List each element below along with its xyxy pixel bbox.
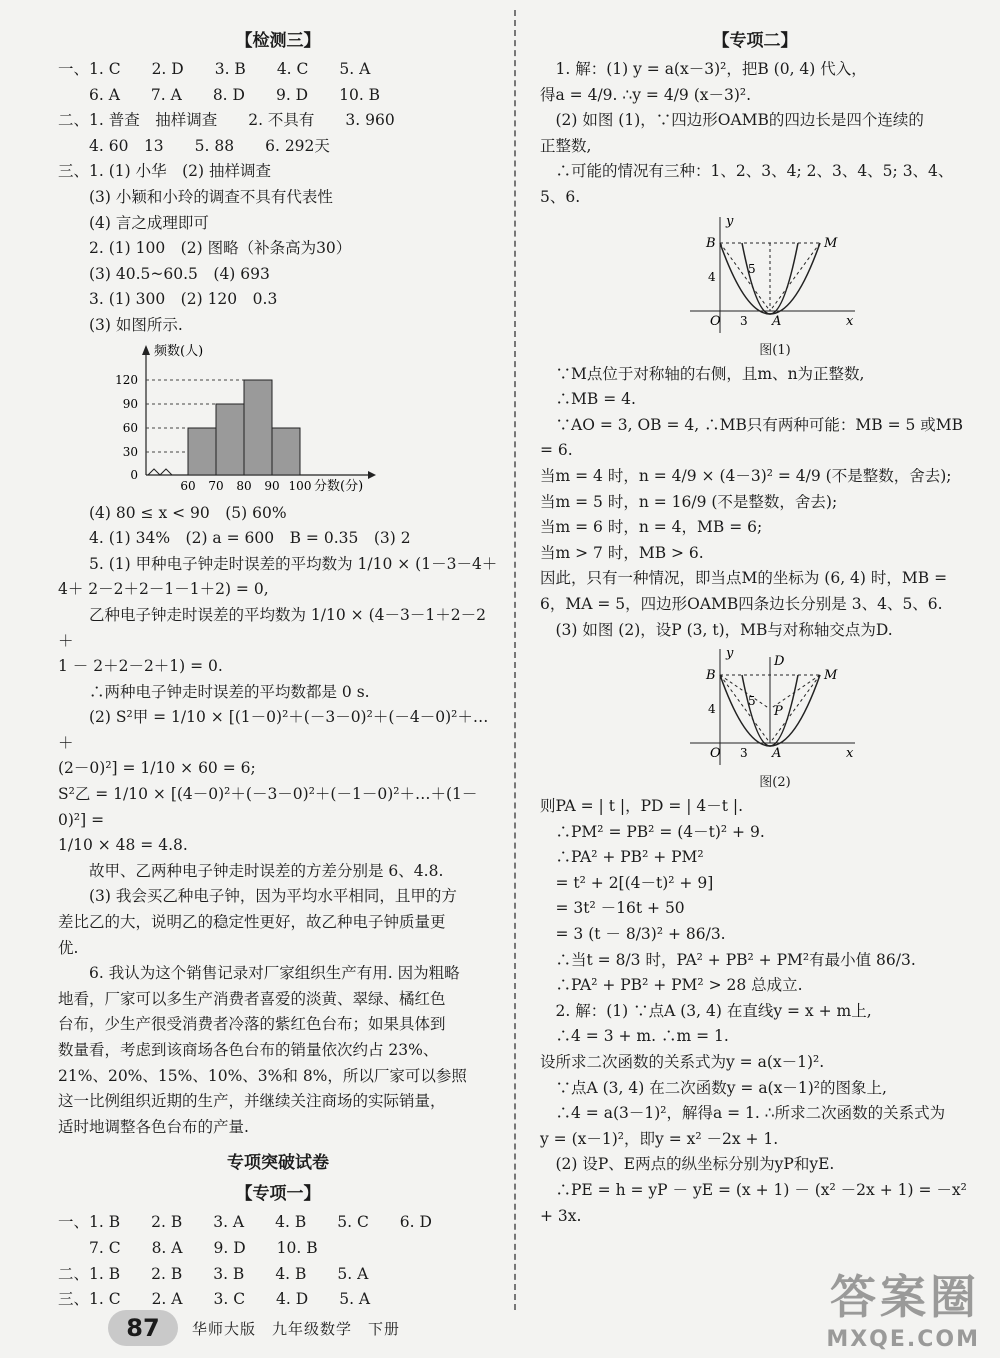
fig1-label-o: O xyxy=(710,313,721,329)
answer-line: 4. (1) 34% (2) a = 600 B = 0.35 (3) 2 xyxy=(58,529,411,548)
solution-line: = t² + 2[(4－t)² + 9] xyxy=(540,873,714,892)
answer-line: 1 － 2＋2－2＋1) = 0. xyxy=(58,657,223,676)
answer-line: 三、1. (1) 小华 (2) 抽样调查 xyxy=(58,162,271,181)
answer-line: S²乙 = 1/10 × [(4－0)²＋(－3－0)²＋(－1－0)²＋…＋(1－0)²] = xyxy=(58,785,478,829)
answer-line: 差比乙的大，说明乙的稳定性更好，故乙种电子钟质量更 xyxy=(58,913,446,932)
answer-line: 6. 我认为这个销售记录对厂家组织生产有用. 因为粗略 xyxy=(58,964,460,983)
solution-line: 正整数, xyxy=(540,136,592,155)
fig2-label-y: y xyxy=(726,646,734,662)
answer-line: 4＋ 2－2＋2－1－1＋2) = 0, xyxy=(58,580,269,599)
x-tick-100: 100 xyxy=(288,478,312,493)
x-tick-60: 60 xyxy=(180,478,196,493)
solution-line: = 3 (t － 8/3)² + 86/3. xyxy=(540,925,726,944)
answer-line: (3) 小颖和小玲的调查不具有代表性 xyxy=(58,187,333,206)
answer-line: 地看，厂家可以多生产消费者喜爱的淡黄、翠绿、橘红色 xyxy=(58,989,446,1008)
section-title-test-three: 【检测三】 xyxy=(235,31,321,51)
fig2-label-x: x xyxy=(846,746,854,762)
book-info: 华师大版 九年级数学 下册 xyxy=(192,1319,401,1338)
answer-block-a xyxy=(58,57,498,339)
page-footer xyxy=(108,1310,400,1346)
answer-line: 二、1. B 2. B 3. B 4. B 5. A xyxy=(58,1264,369,1283)
x-tick-90: 90 xyxy=(264,478,280,493)
bar-80-90 xyxy=(244,380,272,475)
bar-70-80 xyxy=(216,404,244,475)
solution-line: 设所求二次函数的关系式为y = a(x－1)². xyxy=(540,1053,825,1072)
fig2-label-3: 3 xyxy=(740,746,748,761)
answer-line: 1/10 × 48 = 4.8. xyxy=(58,836,188,855)
bar-60-70 xyxy=(188,428,216,475)
answer-line: (4) 言之成理即可 xyxy=(58,213,209,232)
figure-2-caption: 图(2) xyxy=(759,775,791,791)
solution-line: 6，MA = 5，四边形OAMB四条边长分别是 3、4、5、6. xyxy=(540,594,943,613)
figure-1 xyxy=(690,215,970,358)
answer-line: 数量看，考虑到该商场各色台布的销量依次约占 23%、 xyxy=(58,1041,439,1059)
histogram-svg xyxy=(115,343,378,494)
watermark xyxy=(826,1261,980,1352)
fig1-label-x: x xyxy=(846,313,854,329)
y-tick-30: 30 xyxy=(122,444,138,459)
solution-line: (3) 如图 (2)，设P (3, t)，MB与对称轴交点为D. xyxy=(540,620,893,639)
answer-line: 21%、20%、15%、10%、3%和 8%，所以厂家可以参照 xyxy=(58,1066,467,1085)
solution-line: 1. 解：(1) y = a(x－3)²，把B (0, 4) 代入， xyxy=(540,60,867,78)
answer-line: 乙种电子钟走时误差的平均数为 1/10 × (4－3－1＋2－2＋ xyxy=(58,605,486,650)
solution-line: 2. 解：(1) ∵点A (3, 4) 在直线y = x + m上, xyxy=(540,1001,872,1020)
solution-line: ∴可能的情况有三种：1、2、3、4; 2、3、4、5; 3、4、 xyxy=(540,162,954,181)
figure-1-caption: 图(1) xyxy=(759,342,791,358)
answer-line: (4) 80 ≤ x < 90 (5) 60% xyxy=(58,503,287,522)
fig2-label-a: A xyxy=(772,746,782,762)
x-tick-70: 70 xyxy=(208,478,224,493)
answer-line: 适时地调整各色台布的产量. xyxy=(58,1117,249,1136)
y-tick-60: 60 xyxy=(122,420,138,435)
watermark-text: 答案圈 xyxy=(830,1270,980,1324)
solution-line: ∴PM² = PB² = (4－t)² + 9. xyxy=(540,822,765,841)
answer-line: 优. xyxy=(58,938,79,957)
x-tick-80: 80 xyxy=(236,478,252,493)
answer-line: (3) 40.5~60.5 (4) 693 xyxy=(58,264,270,283)
answer-line: 2. (1) 100 (2) 图略（补条高为30） xyxy=(58,239,352,258)
solution-line: 则PA = | t |，PD = | 4－t |. xyxy=(540,797,744,816)
answer-line: 故甲、乙两种电子钟走时误差的方差分别是 6、4.8. xyxy=(58,861,444,880)
right-column xyxy=(540,22,970,1229)
fig2-label-p: P xyxy=(774,704,783,720)
left-column xyxy=(58,22,498,1313)
solution-line: (2) 设P、E两点的纵坐标分别为yP和yE. xyxy=(540,1155,835,1174)
solution-line: = 3t² －16t + 50 xyxy=(540,899,685,918)
answer-line: 这一比例组织近期的生产，并继续关注商场的实际销量， xyxy=(58,1092,446,1111)
solution-line: ∴当t = 8/3 时，PA² + PB² + PM²有最小值 86/3. xyxy=(540,950,916,969)
answer-line: 4. 60 13 5. 88 6. 292天 xyxy=(58,136,330,155)
figure-2 xyxy=(690,647,970,790)
solution-line: 当m > 7 时，MB > 6. xyxy=(540,543,704,562)
solution-line: ∴PA² + PB² + PM² xyxy=(540,848,704,867)
solution-block-c xyxy=(540,794,970,1229)
figure-2-svg xyxy=(690,647,860,767)
y-tick-120: 120 xyxy=(115,372,138,387)
fig2-label-5: 5 xyxy=(748,694,756,709)
section-title-special-one: 【专项一】 xyxy=(235,1184,321,1205)
x-axis-label: 分数(分) xyxy=(314,478,364,494)
solution-line: 当m = 6 时，n = 4，MB = 6; xyxy=(540,518,763,537)
section-title-special-two: 【专项二】 xyxy=(712,31,798,51)
answer-line: (2－0)²] = 1/10 × 60 = 6; xyxy=(58,759,256,778)
solution-line: y = (x－1)²，即y = x² －2x + 1. xyxy=(540,1129,779,1148)
solution-line: ∵M点位于对称轴的右侧，且m、n为正整数, xyxy=(540,364,865,383)
fig1-label-5: 5 xyxy=(748,261,756,276)
fig1-label-3: 3 xyxy=(740,313,748,328)
fig1-label-4: 4 xyxy=(708,269,716,284)
solution-line: (2) 如图 (1)，∵四边形OAMB的四边长是四个连续的 xyxy=(540,111,924,130)
bar-90-100 xyxy=(272,428,300,475)
y-tick-0: 0 xyxy=(130,467,138,482)
column-divider xyxy=(514,10,516,1310)
answer-line: (3) 如图所示. xyxy=(58,315,183,334)
y-axis-label: 频数(人) xyxy=(154,343,204,359)
answer-line: (2) S²甲 = 1/10 × [(1－0)²＋(－3－0)²＋(－4－0)²＋…＋ xyxy=(58,708,489,752)
answer-line: 3. (1) 300 (2) 120 0.3 xyxy=(58,290,278,309)
fig2-label-b: B xyxy=(706,668,716,684)
answer-block-b xyxy=(58,501,498,1141)
solution-line: ∵AO = 3, OB = 4, ∴MB只有两种可能：MB = 5 或MB xyxy=(540,415,964,434)
histogram-figure xyxy=(115,343,498,497)
answer-line: 台布，少生产很受消费者冷落的紫红色台布；如果具体到 xyxy=(58,1015,446,1034)
solution-block-b xyxy=(540,362,970,644)
page-number: 87 xyxy=(108,1310,178,1346)
watermark-url: MXQE.COM xyxy=(826,1327,980,1352)
answer-block-c xyxy=(58,1210,498,1312)
solution-line: ∵点A (3, 4) 在二次函数y = a(x－1)²的图象上, xyxy=(540,1078,887,1097)
answer-line: 一、1. B 2. B 3. A 4. B 5. C 6. D xyxy=(58,1213,432,1232)
answer-line: (3) 我会买乙种电子钟，因为平均水平相同，且甲的方 xyxy=(58,887,457,906)
solution-line: ∴4 = 3 + m. ∴m = 1. xyxy=(540,1027,729,1046)
answer-line: 7. C 8. A 9. D 10. B xyxy=(58,1238,318,1257)
fig2-label-o: O xyxy=(710,746,721,762)
answer-line: 5. (1) 甲种电子钟走时误差的平均数为 1/10 × (1－3－4＋ xyxy=(58,554,498,573)
fig2-label-d: D xyxy=(774,654,785,670)
fig2-label-4: 4 xyxy=(708,702,716,717)
fig2-label-m: M xyxy=(824,668,838,684)
solution-line: 5、6. xyxy=(540,187,581,206)
y-tick-90: 90 xyxy=(122,396,138,411)
fig1-label-b: B xyxy=(706,235,716,251)
solution-line: 当m = 4 时，n = 4/9 × (4－3)² = 4/9 (不是整数，舍去); xyxy=(540,466,952,485)
solution-line: ∴PA² + PB² + PM² > 28 总成立. xyxy=(540,976,803,995)
fig1-label-a: A xyxy=(772,313,782,329)
solution-line: = 6. xyxy=(540,441,573,460)
answer-line: 三、1. C 2. A 3. C 4. D 5. A xyxy=(58,1290,371,1309)
solution-line: 因此，只有一种情况，即当点M的坐标为 (6, 4) 时，MB = xyxy=(540,569,948,588)
solution-line: ∴4 = a(3－1)²，解得a = 1. ∴所求二次函数的关系式为 xyxy=(540,1104,946,1123)
subsection-title: 专项突破试卷 xyxy=(227,1153,329,1174)
solution-line: 得a = 4/9. ∴y = 4/9 (x－3)². xyxy=(540,85,752,104)
solution-line: ∴MB = 4. xyxy=(540,390,636,409)
fig1-label-y: y xyxy=(726,213,734,229)
solution-block-a xyxy=(540,57,970,211)
answer-line: ∴两种电子钟走时误差的平均数都是 0 s. xyxy=(58,682,370,701)
answer-line: 二、1. 普查 抽样调查 2. 不具有 3. 960 xyxy=(58,111,395,130)
answer-line: 6. A 7. A 8. D 9. D 10. B xyxy=(58,85,381,104)
figure-1-svg xyxy=(690,215,860,335)
solution-line: 当m = 5 时，n = 16/9 (不是整数，舍去); xyxy=(540,492,838,511)
fig1-label-m: M xyxy=(824,235,838,251)
answer-line: 一、1. C 2. D 3. B 4. C 5. A xyxy=(58,60,371,78)
solution-line: ∴PE = h = yP － yE = (x + 1) － (x² －2x + 1) = －x² + 3x. xyxy=(540,1181,972,1225)
